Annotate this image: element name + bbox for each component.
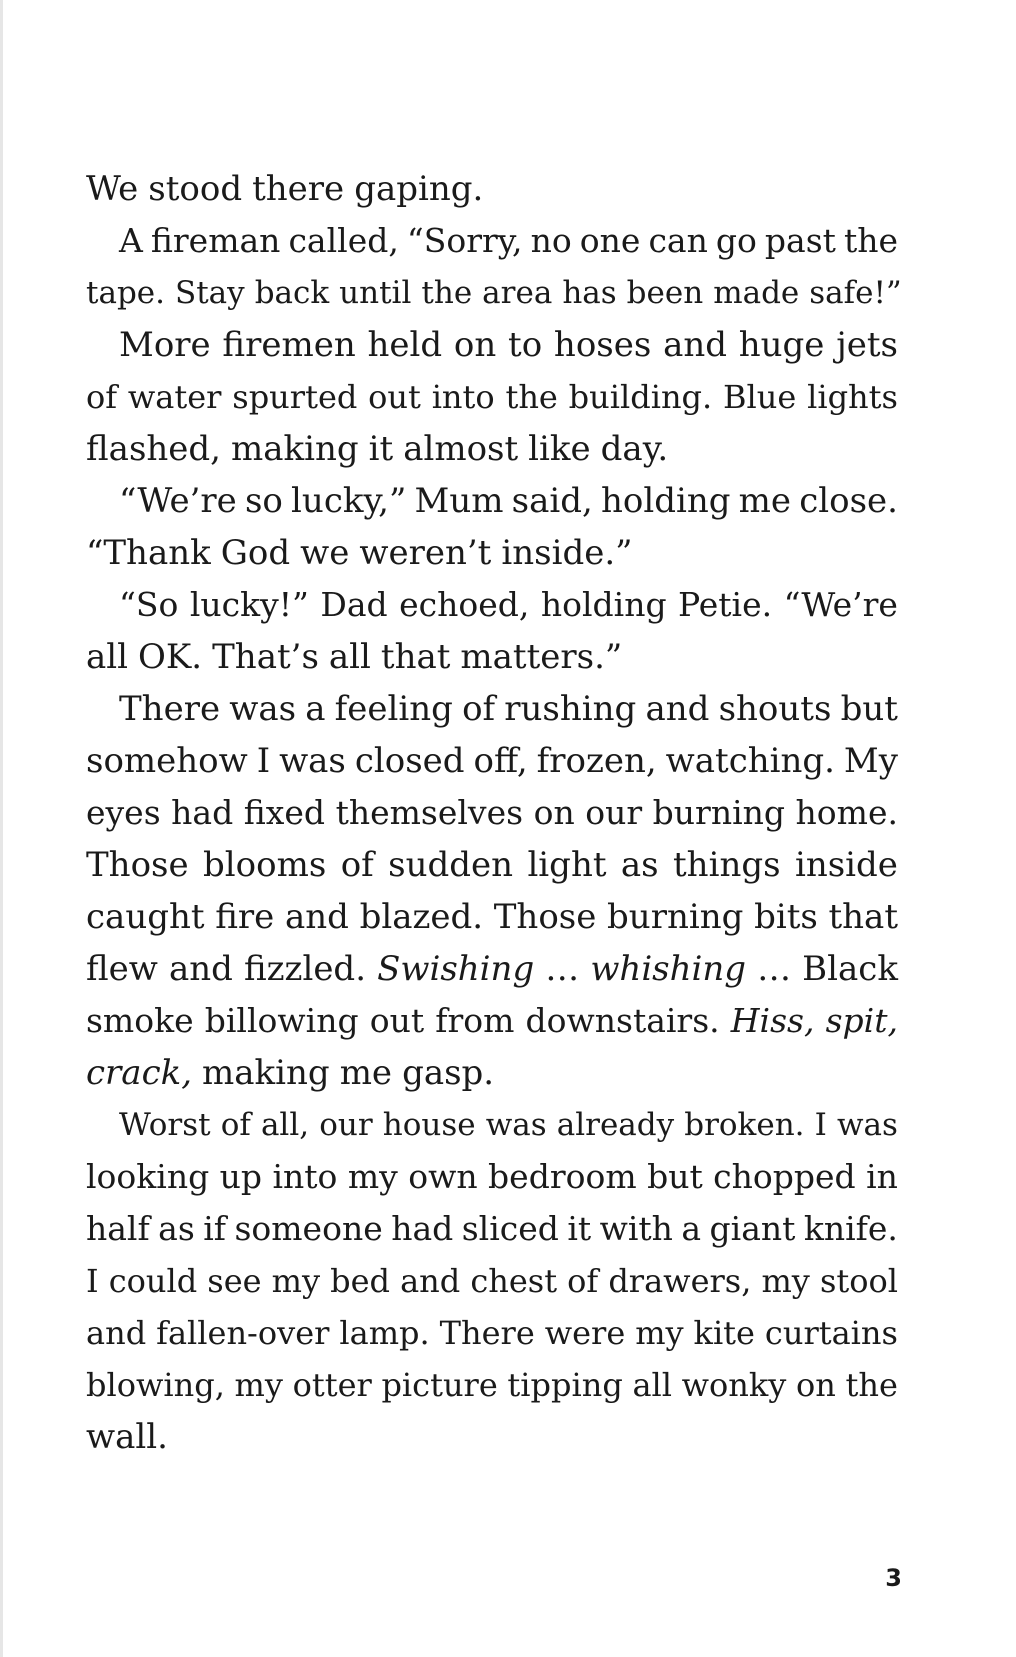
word: flashed, [86,429,221,469]
word: Stay [174,275,245,311]
text-line [86,683,898,735]
word: that [828,897,898,937]
word: matters.” [460,637,623,677]
word: own [408,1157,478,1196]
word: frozen, [536,741,657,781]
word: up [219,1157,263,1196]
word: all [86,637,129,677]
word: on [453,325,497,365]
word: There [439,1314,535,1352]
word: tipping [507,1366,623,1404]
word: lamp. [339,1314,430,1352]
word: stood [148,169,243,209]
word: the [845,1366,898,1404]
word: with [599,1209,673,1248]
word: the [505,378,558,416]
word: and [168,949,233,989]
word: otter [292,1366,372,1404]
text-line [86,163,898,215]
word: wall. [86,1417,168,1457]
word: of [220,1107,251,1143]
word: sudden [388,845,514,885]
word: area [482,275,553,311]
text-line [86,1047,898,1099]
text-line [86,527,898,579]
word: inside [794,845,898,885]
text-line [86,1151,898,1203]
word: … [545,949,580,989]
word: watching. [665,741,835,781]
word: into [431,378,495,416]
word: that [380,637,451,677]
text-line [86,839,898,891]
text-line [86,891,898,943]
word: had [391,1209,454,1248]
word: That’s [212,637,319,677]
word: caught [86,897,205,937]
word: There [119,689,221,729]
word: we [300,533,350,573]
word: blowing, [86,1366,225,1404]
word: as [158,1209,195,1248]
italic-word: Swishing [377,949,535,989]
word: stool [819,1262,898,1300]
word: back [254,275,330,311]
word: inside.” [501,533,633,573]
word: We [86,169,139,209]
text-line [86,319,898,371]
word: someone [234,1209,383,1248]
word: making [231,429,359,469]
word: see [207,1262,262,1300]
word: but [647,1157,703,1196]
page-edge-shadow [0,0,3,1657]
page-number: 3 [885,1564,902,1592]
word: and [86,1314,147,1352]
text-line [86,995,898,1047]
word: billowing [204,1001,359,1040]
word: firemen [222,325,356,365]
word: Worst [119,1107,211,1143]
text-line [86,423,898,475]
word: the [843,221,898,260]
word: “We’re [119,481,237,521]
word: my [761,1262,810,1300]
word: has [562,275,617,311]
word: all [328,637,371,677]
word: one [579,221,641,260]
word: curtains [764,1314,898,1352]
word: Petie. [678,585,773,624]
word: fallen-over [156,1314,330,1352]
word: lucky,” [291,481,407,521]
word: Blue [723,378,797,416]
word: wonky [681,1366,787,1404]
text-line [86,579,898,631]
word: kite [693,1314,755,1352]
text-line [86,631,898,683]
italic-word: Hiss, [730,1001,815,1040]
word: looking [86,1157,210,1196]
text-line [86,787,898,839]
word: of [340,845,374,885]
italic-word: spit, [825,1001,898,1040]
text-line [86,215,898,267]
body-text [86,163,902,1463]
word: of [86,378,118,416]
word: to [508,325,543,365]
word: eyes [86,793,161,832]
word: echoed, [399,585,530,624]
word: tape. [86,275,165,311]
word: giant [709,1209,796,1248]
word: half [86,1209,150,1248]
word: all [632,1366,672,1404]
word: safe!” [809,275,902,311]
word: held [367,325,443,365]
word: in [866,1157,898,1196]
word: of [567,1262,599,1300]
word: our [585,793,643,832]
word: past [764,221,836,260]
word: bits [754,897,818,937]
word: was [229,689,297,729]
word: so [244,481,283,521]
word: broken. [684,1107,805,1143]
word: it [368,429,394,469]
word: somehow [86,741,248,781]
word: until [339,275,412,311]
word: on [796,1366,836,1404]
word: into [272,1157,338,1196]
word: day. [600,429,669,469]
word: holding [540,585,667,624]
text-line [86,1411,898,1463]
text-line [86,943,898,995]
word: Those [493,897,597,937]
word: was [836,1107,898,1143]
word: drawers, [608,1262,752,1300]
word: as [620,845,659,885]
word: me [339,1053,393,1093]
word: fixed [243,793,326,832]
word: rushing [504,689,637,729]
word: I [256,741,271,781]
word: a [681,1209,702,1248]
word: shouts [718,689,832,729]
word: burning [652,793,786,832]
word: my [347,1157,398,1196]
word: spurted [232,378,358,416]
word: said, [511,481,593,521]
word: house [382,1107,476,1143]
word: feeling [334,689,453,729]
word: More [119,325,211,365]
word: if [203,1209,226,1248]
word: off, [473,741,528,781]
word: downstairs. [525,1001,720,1040]
word: there [252,169,345,209]
text-line [86,735,898,787]
word: were [544,1314,626,1352]
word: no [530,221,572,260]
word: things [673,845,781,885]
word: had [171,793,234,832]
word: chest [470,1262,558,1300]
word: I [86,1262,99,1300]
word: lights [807,378,898,416]
word: building. [568,378,713,416]
word: was [485,1107,547,1143]
word: A [119,221,143,260]
word: a [305,689,326,729]
word: my [234,1366,283,1404]
word: on [533,793,575,832]
word: “Thank [86,533,211,573]
word: was [279,741,346,781]
word: flew [86,949,158,989]
word: picture [381,1366,498,1404]
word: all, [260,1107,310,1143]
text-line [86,371,898,423]
word: light [527,845,607,885]
word: Those [86,845,189,885]
word: made [713,275,800,311]
word: called, [288,221,399,260]
word: already [556,1107,675,1143]
word: fireman [150,221,281,260]
word: almost [403,429,519,469]
word: Dad [320,585,388,624]
text-line [86,475,898,527]
word: me [738,481,792,521]
word: our [319,1107,373,1143]
text-line [86,267,902,319]
word: blazed. [359,897,484,937]
word: themselves [335,793,524,832]
word: out [369,1001,425,1040]
word: … [757,949,792,989]
word: my [271,1262,321,1300]
word: of [462,689,496,729]
text-line [86,1099,898,1151]
word: from [435,1001,515,1040]
word: Mum [414,481,504,521]
word: like [528,429,591,469]
italic-word: whishing [590,949,747,989]
word: I [814,1107,827,1143]
word: but [840,689,898,729]
text-line [86,1359,898,1411]
word: and [663,325,727,365]
word: hoses [553,325,652,365]
text-line [86,1307,898,1359]
word: fire [215,897,275,937]
word: OK. [138,637,203,677]
word: go [715,221,757,260]
word: chopped [713,1157,856,1196]
word: the [421,275,473,311]
word: water [127,378,222,416]
word: Black [802,949,898,989]
word: out [368,378,421,416]
word: and [400,1262,461,1300]
word: making [202,1053,330,1093]
word: blooms [203,845,327,885]
word: lucky!” [189,585,309,624]
word: “So [119,585,179,624]
word: jets [836,325,898,365]
word: bed [330,1262,391,1300]
text-line [86,1255,898,1307]
italic-word: crack, [86,1053,193,1093]
word: knife. [803,1209,898,1248]
word: fizzled. [243,949,367,989]
word: burning [607,897,744,937]
word: home. [795,793,898,832]
word: gasp. [402,1053,495,1093]
word: been [626,275,704,311]
word: smoke [86,1001,194,1040]
word: bedroom [488,1157,637,1196]
word: it [567,1209,592,1248]
word: can [648,221,708,260]
word: My [843,741,898,781]
word: God [220,533,291,573]
word: my [635,1314,684,1352]
word: huge [738,325,825,365]
word: weren’t [359,533,492,573]
word: “Sorry, [406,221,523,260]
word: and [284,897,349,937]
word: “We’re [783,585,898,624]
word: close. [799,481,898,521]
text-line [86,1203,898,1255]
word: sliced [461,1209,559,1248]
word: closed [354,741,465,781]
word: and [645,689,710,729]
word: holding [600,481,731,521]
word: gaping. [354,169,484,209]
word: could [108,1262,198,1300]
